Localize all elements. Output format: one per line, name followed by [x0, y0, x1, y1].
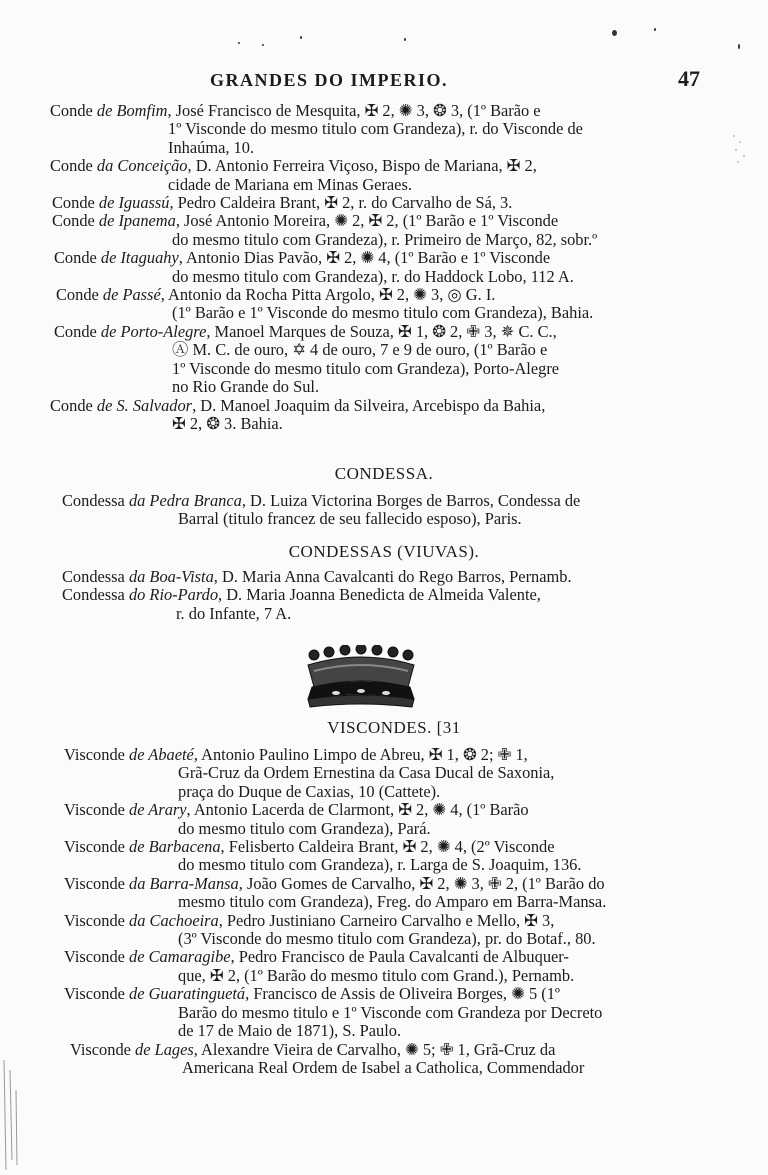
- list-item: [0, 286, 768, 323]
- entry-line: Conde de Itaguahy, Antonio Dias Pavão, ✠ 2, ✺ 4, (1º Barão e 1º Visconde: [54, 248, 551, 268]
- list-item: [0, 586, 768, 623]
- list-item: [0, 985, 768, 1040]
- margin-mark: [730, 130, 760, 170]
- entry-line: 1º Visconde do mesmo titulo com Grandeza), r. do Visconde de: [168, 119, 583, 139]
- entry-line: (1º Barão e 1º Visconde do mesmo titulo com Grandeza), Bahia.: [172, 303, 594, 323]
- entry-line: Visconde de Guaratinguetá, Francisco de Assis de Oliveira Borges, ✺ 5 (1º: [64, 984, 560, 1004]
- entry-line: do mesmo titulo com Grandeza), r. Larga de S. Joaquim, 136.: [178, 855, 582, 875]
- entry-line: (3º Visconde do mesmo titulo com Grandeza), pr. do Botaf., 80.: [178, 929, 596, 949]
- entry-line: Conde de Bomfim, José Francisco de Mesquita, ✠ 2, ✺ 3, ❂ 3, (1º Barão e: [50, 101, 541, 120]
- entry-line: Condessa da Boa-Vista, D. Maria Anna Cavalcanti do Rego Barros, Pernamb.: [62, 567, 572, 586]
- entry-line: Grã-Cruz da Ordem Ernestina da Casa Ducal de Saxonia,: [178, 763, 555, 783]
- entry-line: Conde de Porto-Alegre, Manoel Marques de Souza, ✠ 1, ❂ 2, ✙ 3, ✵ C. C.,: [54, 321, 557, 341]
- entry-line: ✠ 2, ❂ 3. Bahia.: [172, 413, 283, 433]
- list-item: [0, 194, 768, 212]
- entry-line: Visconde de Barbacena, Felisberto Caldeira Brant, ✠ 2, ✺ 4, (2º Visconde: [64, 837, 555, 857]
- entry-line: do mesmo titulo com Grandeza), r. do Haddock Lobo, 112 A.: [172, 266, 574, 286]
- entry-line: 1º Visconde do mesmo titulo com Grandeza), Porto-Alegre: [172, 358, 560, 378]
- entry-line: Condessa da Pedra Branca, D. Luiza Victorina Borges de Barros, Condessa de: [62, 491, 581, 510]
- entry-line: r. do Infante, 7 A.: [176, 603, 292, 623]
- entry-line: Conde de Ipanema, José Antonio Moreira, ✺ 2, ✠ 2, (1º Barão e 1º Visconde: [52, 211, 559, 231]
- list-item: [0, 875, 768, 912]
- entry-line: Conde de S. Salvador, D. Manoel Joaquim da Silveira, Arcebispo da Bahia,: [50, 395, 546, 415]
- list-item: [0, 912, 768, 949]
- condessas-viuvas-list: [0, 568, 768, 623]
- entry-line: Visconde de Arary, Antonio Lacerda de Clarmont, ✠ 2, ✺ 4, (1º Barão: [64, 800, 529, 820]
- entry-line: Visconde da Barra-Mansa, João Gomes de Carvalho, ✠ 2, ✺ 3, ✙ 2, (1º Barão do: [64, 873, 605, 893]
- list-item: [0, 323, 768, 397]
- list-item: [0, 746, 768, 801]
- entry-line: mesmo titulo com Grandeza), Freg. do Amparo em Barra-Mansa.: [178, 892, 607, 912]
- condes-list: [0, 102, 768, 433]
- entry-line: Visconde de Camaragibe, Pedro Francisco de Paula Cavalcanti de Albuquer-: [64, 947, 569, 967]
- entry-line: praça do Duque de Caxias, 10 (Cattete).: [178, 781, 441, 801]
- entry-line: Visconde da Cachoeira, Pedro Justiniano Carneiro Carvalho e Mello, ✠ 3,: [64, 910, 555, 930]
- entry-line: Conde de Iguassú, Pedro Caldeira Brant, ✠ 2, r. do Carvalho de Sá, 3.: [52, 193, 513, 213]
- list-item: [0, 1041, 768, 1078]
- list-item: [0, 397, 768, 434]
- running-title: GRANDES DO IMPERIO.: [210, 70, 449, 90]
- entry-line: no Rio Grande do Sul.: [172, 377, 320, 397]
- list-item: [0, 157, 768, 194]
- entry-line: Conde da Conceição, D. Antonio Ferreira Viçoso, Bispo de Mariana, ✠ 2,: [50, 156, 537, 176]
- viscondes-heading: VISCONDES. [31: [327, 718, 461, 737]
- coronet-icon: [296, 645, 426, 713]
- entry-line: Conde de Passé, Antonio da Rocha Pitta Argolo, ✠ 2, ✺ 3, ◎ G. I.: [56, 285, 496, 305]
- condessas-viuvas-heading: CONDESSAS (VIUVAS).: [288, 542, 480, 561]
- entry-line: do mesmo titulo com Grandeza), r. Primeiro de Março, 82, sobr.º: [172, 229, 598, 249]
- list-item: [0, 838, 768, 875]
- viscondes-list: [0, 746, 768, 1077]
- list-item: [0, 212, 768, 249]
- binding-mark: [0, 1060, 30, 1170]
- page-header: [60, 66, 700, 94]
- page-number: 47: [678, 66, 700, 91]
- entry-line: Barão do mesmo titulo e 1º Visconde com Grandeza por Decreto: [178, 1002, 603, 1022]
- entry-line: de 17 de Maio de 1871), S. Paulo.: [178, 1021, 402, 1041]
- entry-line: Visconde de Abaeté, Antonio Paulino Limpo de Abreu, ✠ 1, ❂ 2; ✙ 1,: [64, 745, 528, 764]
- condessa-heading: CONDESSA.: [334, 464, 434, 483]
- entry-line: que, ✠ 2, (1º Barão do mesmo titulo com Grand.), Pernamb.: [178, 965, 575, 985]
- entry-line: do mesmo titulo com Grandeza), Pará.: [178, 818, 431, 838]
- list-item: [0, 948, 768, 985]
- entry-line: Americana Real Ordem de Isabel a Catholica, Commendador: [182, 1057, 585, 1077]
- list-item: [0, 568, 768, 586]
- entry-line: Ⓐ M. C. de ouro, ✡ 4 de ouro, 7 e 9 de ouro, (1º Barão e: [172, 340, 548, 360]
- list-item: [0, 102, 768, 157]
- entry-line: Barral (titulo francez de seu fallecido esposo), Paris.: [178, 509, 522, 529]
- condessa-list: [0, 492, 768, 529]
- entry-line: cidade de Mariana em Minas Geraes.: [168, 174, 412, 194]
- entry-line: Inhaúma, 10.: [168, 137, 255, 157]
- list-item: [0, 249, 768, 286]
- paper-specks: [0, 24, 768, 64]
- list-item: [0, 492, 768, 529]
- entry-line: Condessa do Rio-Pardo, D. Maria Joanna Benedicta de Almeida Valente,: [62, 585, 541, 605]
- entry-line: Visconde de Lages, Alexandre Vieira de Carvalho, ✺ 5; ✙ 1, Grã-Cruz da: [70, 1039, 556, 1059]
- list-item: [0, 801, 768, 838]
